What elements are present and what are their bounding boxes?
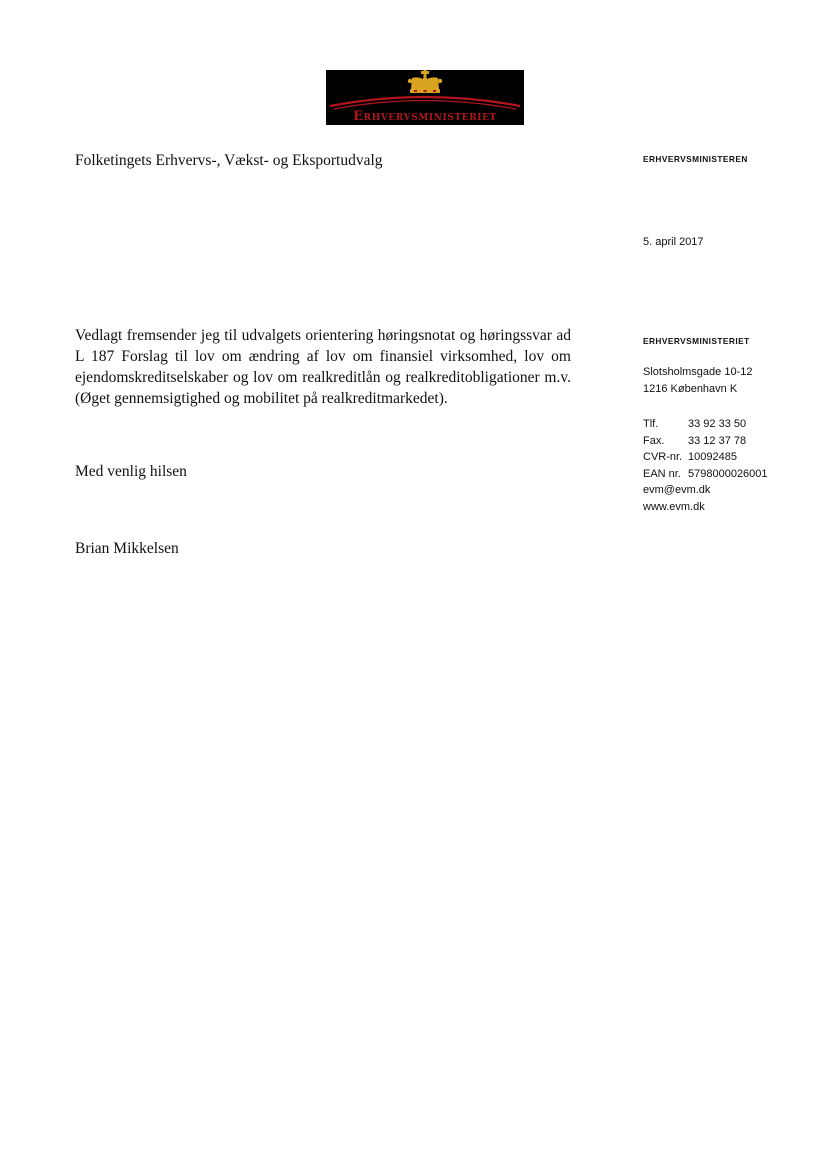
fax-label: Fax. [643, 434, 665, 447]
sidebar-contact [643, 416, 768, 515]
logo-text: Erhvervsministeriet [353, 109, 497, 124]
cvr-row [643, 449, 768, 466]
sidebar-ministry: ERHVERVSMINISTERIET [643, 336, 750, 346]
signature: Brian Mikkelsen [75, 540, 179, 557]
sender-title: ERHVERVSMINISTEREN [643, 154, 748, 164]
ean-label: EAN nr. [643, 467, 681, 480]
letter-date: 5. april 2017 [643, 236, 704, 248]
ean-value: 5798000026001 [688, 467, 768, 480]
recipient: Folketingets Erhvervs-, Vækst- og Eksportudvalg [75, 152, 383, 169]
greeting: Med venlig hilsen [75, 463, 187, 480]
letter-body: Vedlagt fremsender jeg til udvalgets orientering høringsnotat og høringssvar ad L 187 Forslag til lov om ændring af lov om finansiel virksomhed, lov om ejendomskreditselskaber og lov om realkreditlån og realkreditobligationer m.v. (Øget gennemsigtighed og mobilitet på realkreditmarkedet). [75, 327, 571, 407]
phone-label: Tlf. [643, 418, 659, 430]
phone-value: 33 92 33 50 [688, 418, 747, 430]
ean-row [643, 466, 768, 483]
phone-row [643, 416, 768, 433]
ministry-logo [326, 70, 524, 125]
cvr-label: CVR-nr. [643, 451, 683, 463]
cvr-value: 10092485 [688, 451, 737, 463]
fax-value: 33 12 37 78 [688, 434, 747, 447]
web-link[interactable]: www.evm.dk [643, 500, 705, 513]
fax-row [643, 433, 768, 450]
email-link[interactable]: evm@evm.dk [643, 484, 711, 496]
sidebar-street: Slotsholmsgade 10-12 [643, 366, 753, 378]
sidebar-city: 1216 København K [643, 382, 738, 395]
